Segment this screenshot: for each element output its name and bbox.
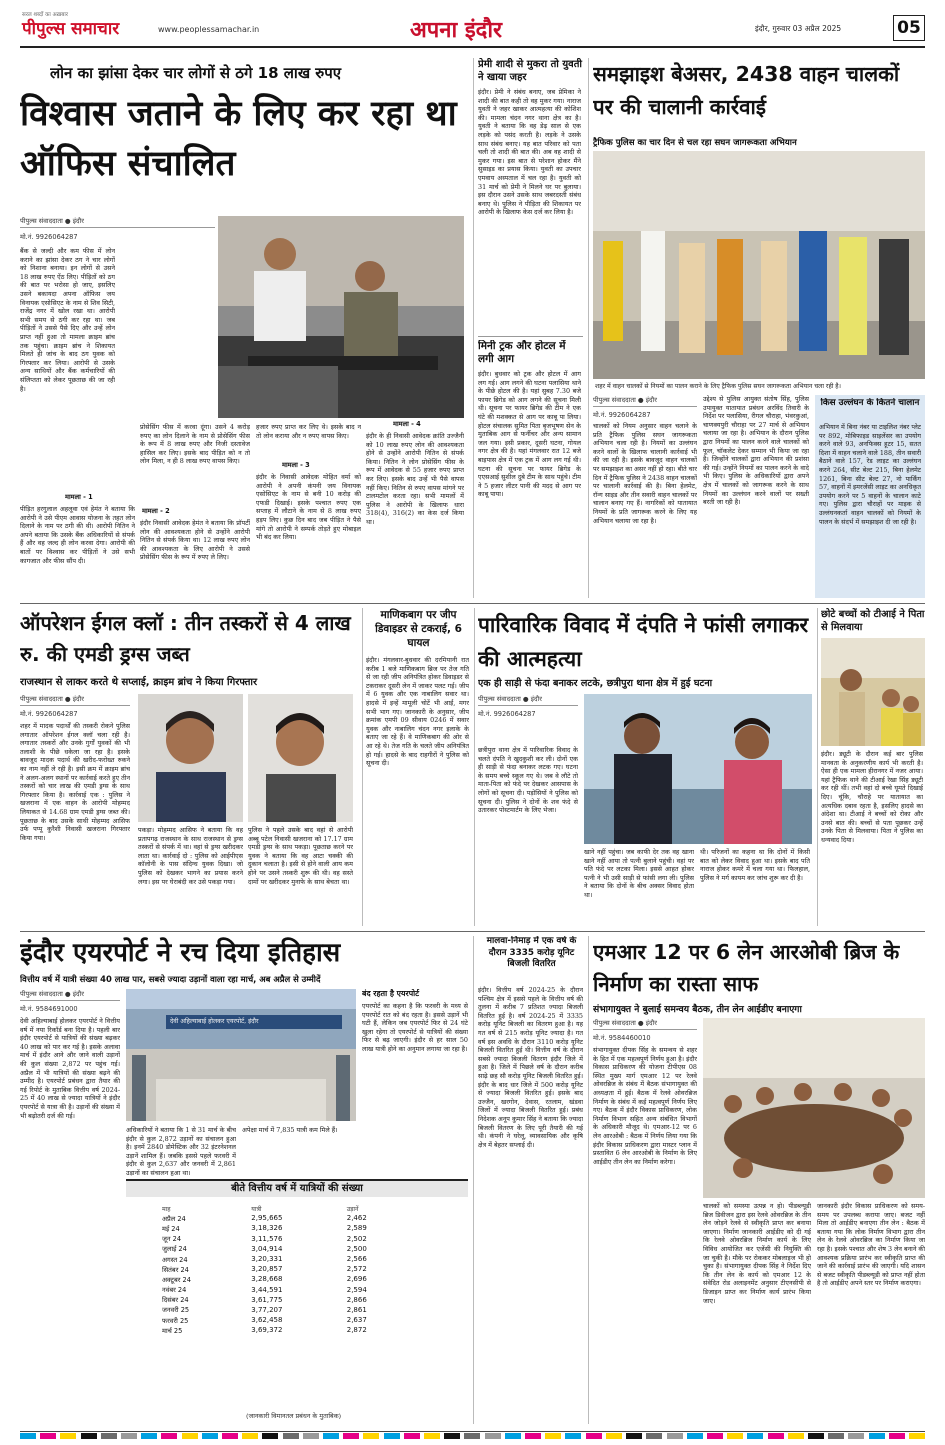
ti-photo: [821, 638, 925, 746]
table-header-month: माह: [162, 1205, 171, 1213]
story-body: इंदौर। बुधवार को ट्रक और होटल में आग लग गई। आग लगने की घटना पलासिया थाने के पीछे होटल की है। यहां सुबह 7.30 बजे फायर ब्रिगेड को आग लगने की सूचना मिली थी। सूचना पर फायर ब्रिगेड की टीम ने एक घंटे की मशक्कत से आग पर काबू पा लिया। होटल संचालक सुमित पिता बृजभूषण सेन के मुताबिक आग से फर्नीचर और अन्य सामान जल गया। इसी प्रकार, दूसरी घटना, गोयल नगर क्षेत्र की है। यहां मंगलवार रात 12 बजे बाइपास क्षेत्र में एक ट्रक में आग लग गई थी। घटना की सूचना पर फायर ब्रिगेड के एएसआई सुशील दुबे टीम के साथ पहुंचे। टीम ने 5 हजार लीटर पानी की मदद से आग पर काबू पाया।: [478, 370, 581, 499]
table-cell-month: अप्रैल 24: [162, 1214, 186, 1223]
story4-col1: चालकों को नियम अनुसार वाहन चलाने के प्रति ट्रैफिक पुलिस सघन जागरूकता अभियान चला रही है। नियमों का उल्लंघन करने वालों के खिलाफ चालानी कार्रवाई भी की जा रही है। इसके बावजूद वाहन चालकों पर समझाइश का असर नहीं हो रहा। बीते चार दिन में ट्रैफिक पुलिस ने 2438 वाहन चालकों पर चालानी कार्रवाई की है। बिना हेलमेट, रॉन्ग साइड और तीन सवारी वाहन चालकों पर चालान बनाए गए हैं। नागरिकों को यातायात नियमों के प्रति जागरूक करने के लिए यह अभियान चलाया जा रहा है।: [593, 422, 697, 525]
story-headline: एमआर 12 पर 6 लेन आरओबी ब्रिज के निर्माण का रास्ता साफ: [593, 940, 900, 996]
table-row: [160, 1295, 410, 1305]
story-loan-fraud: [20, 55, 470, 600]
color-chip: [768, 1433, 784, 1439]
mobile-number: मो.नं. 9584691000: [20, 1005, 78, 1013]
table-row: [160, 1285, 410, 1295]
table-title: बीते वित्तीय वर्ष में यात्रियों की संख्या: [231, 1183, 363, 1194]
color-chip: [808, 1433, 824, 1439]
color-chip: [303, 1433, 319, 1439]
masthead-rule: [20, 46, 925, 48]
color-chip: [727, 1433, 743, 1439]
table-cell-flights: 2,594: [346, 1285, 367, 1294]
story7-col1: छत्रीपुरा थाना क्षेत्र में पारिवारिक विवाद के चलते दंपति ने खुदकुशी कर ली। दोनों एक ही साड़ी से फंदा बनाकर लटक गए। घटना के समय बच्चे स्कूल गए थे। जब वे लौटे तो माता-पिता को फंदे पर देखकर आसपास के लोगों को सूचना दी। पड़ोसियों ने पुलिस को सूचना दी। पुलिस ने दोनों के शव फंदे से उतारकर पोस्टमार्टम के लिए भेजा।: [478, 746, 578, 815]
color-chip: [161, 1433, 177, 1439]
masthead: [0, 0, 945, 48]
color-chip: [687, 1433, 703, 1439]
table-row: [160, 1305, 410, 1315]
table-cell-month: जनवरी 25: [162, 1306, 190, 1315]
color-chip: [606, 1433, 622, 1439]
column-rule: [362, 608, 363, 926]
story11-col2: चालकों को समस्या उत्पन्न न हो। पीडब्ल्यूडी ब्रिज डिवीजन द्वारा इस रेलवे ओवरब्रिज के तीन लेन जोड़ने रेलवे से स्वीकृति प्राप्त कर बनाया जाएगा। निर्माण जानकारी आईडीए को दी गई कि रेलवे ओवरब्रिज निर्माण कार्य के लिए विविध आयोजित कर एजेंसी की नियुक्ति की जा चुकी है। मौके पर रोककर मोबलाइज भी हो चुका है। संभागायुक्त दीपक सिंह ने निर्देश दिए कि तीन लेन के कार्य को एमआर 12 के संवेदित रोड अलाइनमेंट अनुसार टीएनसीपी से डिजाइन प्राप्त कर निर्माण कार्य प्रारंभ किया जाए।: [703, 1202, 811, 1305]
table-cell-flights: 2,462: [346, 1214, 367, 1223]
byline: पीपुल्स संवाददाता ● इंदौर: [478, 695, 542, 703]
story-headline: मालवा-निमाड़ में एक वर्ष के दौरान 3335 करोड़ यूनिट बिजली वितरित: [486, 936, 577, 969]
story-deck: संभागायुक्त ने बुलाई समन्वय बैठक, तीन लेन आईडीए बनाएगा: [593, 1004, 802, 1015]
byline: पीपुल्स संवाददाता ● इंदौर: [20, 217, 84, 225]
table-row: [160, 1254, 410, 1264]
brand-tagline: सरल शब्दों का अख़बार: [22, 12, 69, 18]
byline: पीपुल्स संवाददाता ● इंदौर: [593, 1019, 657, 1027]
story-rule: [478, 336, 583, 337]
story-body: इंदौर। मंगलवार-बुधवार की दरमियानी रात करीब 1 बजे माणिकबाग ब्रिज पर तेज गति से जा रही जीप अनियंत्रित होकर डिवाइडर से टकराकर दूसरी लेन में जाकर पलट गई। जीप में 6 युवक और एक नाबालिग सवार था। हादसे में इन्हें मामूली चोटें भी आईं, मगर सभी भाग गए। जानकारी के अनुसार, जीप क्रमांक एमपी 09 सीवाय 0246 में सवार युवक और नाबालिग चंदन नगर इलाके के बताए जा रहे हैं। वे माणिकबाग की ओर से आ रहे थे। तेज गति के चलते जीप अनियंत्रित हो गई। हादसे के बाद राहगीरों ने पुलिस को सूचना दी।: [366, 656, 469, 768]
color-chip: [788, 1433, 804, 1439]
table-header-passengers: यात्री: [251, 1205, 262, 1213]
story-deck: राजस्थान से लाकर करते थे सप्लाई, क्राइम ब्रांच ने किया गिरफ्तार: [20, 677, 258, 688]
byline-rule: [20, 705, 130, 706]
table-cell-flights: 2,566: [346, 1255, 367, 1264]
byline-rule: [593, 406, 697, 407]
color-chip: [424, 1433, 440, 1439]
color-chip: [848, 1433, 864, 1439]
table-cell-passengers: 3,04,914: [251, 1244, 283, 1253]
color-chip: [141, 1433, 157, 1439]
column-rule: [474, 608, 475, 926]
table-cell-flights: 2,861: [346, 1305, 367, 1314]
color-chip: [60, 1433, 76, 1439]
table-row: [160, 1274, 410, 1284]
table-cell-passengers: 3,11,576: [251, 1234, 283, 1243]
table-cell-month: सितंबर 24: [162, 1265, 189, 1274]
passenger-table-wrap: [160, 1203, 410, 1335]
table-cell-month: नवंबर 24: [162, 1286, 187, 1295]
story11-col3: जानकारी इंदौर विकास प्राधिकरण को समय-समय पर उपलब्ध कराया जाए। बजट नहीं मिला तो आईडीए बनाएगा तीन लेन : बैठक में बताया गया कि लोक निर्माण विभाग द्वारा तीन लेन के रेलवे ओवरब्रिज का निर्माण किया जा रहा है। इसके पश्चात और शेष 3 लेन बनाने की आवश्यक प्रक्रिया प्रारंभ कर स्वीकृति प्राप्त की जाने की कार्रवाई प्रारंभ की जाएगी। यदि शासन से बजट स्वीकृति पीडब्ल्यूडी को प्राप्त नहीं होता है तो आईडीए अपने स्तर पर निर्माण कराएगा।: [817, 1202, 925, 1288]
color-chip: [565, 1433, 581, 1439]
brand-logo: [22, 10, 154, 40]
table-source: (जानकारी विमानतल प्रबंधन के मुताबिक): [246, 1412, 342, 1420]
story-ti-children: [821, 608, 925, 928]
color-chip: [182, 1433, 198, 1439]
story-kicker: लोन का झांसा देकर चार लोगों से ठगे 18 लाख रुपए: [50, 64, 342, 82]
color-chip: [40, 1433, 56, 1439]
color-chip: [81, 1433, 97, 1439]
mobile-number: मो.नं. 9926064287: [593, 411, 651, 419]
meeting-photo: [703, 1018, 925, 1198]
table-cell-month: दिसंबर 24: [162, 1296, 189, 1305]
table-header-flights: उड़ानें: [346, 1205, 359, 1213]
case-1-title: मामला - 1: [65, 493, 93, 501]
table-cell-passengers: 3,62,458: [251, 1316, 283, 1325]
table-cell-month: मई 24: [162, 1224, 180, 1233]
table-cell-passengers: 2,95,665: [251, 1214, 283, 1223]
couple-photo: [584, 694, 812, 844]
photo-caption: शहर में वाहन चालकों से नियमों का पालन कराने के लिए ट्रैफिक पुलिस सघन जागरूकता अभियान चला रही है।: [595, 383, 841, 390]
accused-photo-2: [248, 694, 353, 822]
case-2-title: मामला - 2: [142, 507, 170, 515]
table-cell-flights: 2,696: [346, 1275, 367, 1284]
table-cell-passengers: 3,18,326: [251, 1224, 283, 1233]
column-rule: [473, 58, 474, 598]
color-chip: [707, 1433, 723, 1439]
table-cell-passengers: 3,28,668: [251, 1275, 283, 1284]
color-chip: [545, 1433, 561, 1439]
table-title-bar: [126, 1179, 468, 1197]
byline-rule: [478, 705, 578, 706]
byline-rule: [20, 1000, 120, 1001]
story1-col2: प्रोसेसिंग फीस में करवा दूंगा। उसने 4 करोड़ रुपए का लोन दिलाने के नाम से प्रोसेसिंग फीस के रूप में 8 लाख रुपए और निजी दस्तावेज हासिल कर लिए। इसके बाद पीड़ित को न तो लोन मिला, न ही 8 लाख रुपए वापस किए।: [140, 423, 250, 466]
color-chip: [363, 1433, 379, 1439]
print-color-bar: [20, 1431, 925, 1439]
table-row: [160, 1213, 410, 1223]
color-chip: [869, 1433, 885, 1439]
color-chip: [121, 1433, 137, 1439]
table-cell-month: जुलाई 24: [162, 1245, 187, 1254]
airport-sign-text: देवी अहिल्याबाई होलकर एयरपोर्ट, इंदौर: [170, 1018, 259, 1025]
color-chip: [889, 1433, 905, 1439]
story-headline: छोटे बच्चों को टीआई ने पिता से मिलवाया: [821, 609, 925, 633]
story-rob-bridge: [593, 936, 925, 1426]
story11-col1: संभागायुक्त दीपक सिंह के समन्वय से शहर के हित में एक महत्वपूर्ण निर्णय हुआ है। इंदौर विकास प्राधिकरण की योजना टीपीएस 08 स्थित मुख्य मार्ग एमआर 12 पर रेलवे ओवरब्रिज के संबंध में बैठक संभागायुक्त की अध्यक्षता में हुई। बैठक में रेलवे ओवरब्रिज निर्माण के संबंध में कई महत्वपूर्ण निर्णय लिए गए। बैठक में इंदौर विकास प्राधिकरण, लोक निर्माण विभाग सहित अन्य संबंधित विभागों के अधिकारी मौजूद थे। एमआर-12 पर 6 लेन आरओबी : बैठक में निर्णय लिया गया कि इंदौर विकास प्राधिकरण द्वारा मास्टर प्लान में प्रस्तावित 6 लेन आरओबी के निर्माण के लिए आईडीए तीन लेन का निर्माण करेगा।: [593, 1046, 697, 1166]
color-chip: [646, 1433, 662, 1439]
story-body: इंदौर। वित्तीय वर्ष 2024-25 के दौरान पश्चिम क्षेत्र में इससे पहले के वित्तीय वर्ष की तुलना में करीब 7 प्रतिशत ज्यादा बिजली वितरित हुई है। वर्ष 2024-25 में 3335 करोड़ यूनिट बिजली का वितरण हुआ है। यह गत वर्ष से 215 करोड़ यूनिट ज्यादा है। गत वर्ष इस अवधि के दौरान 3110 करोड़ यूनिट बिजली वितरित हुई थी। वित्तीय वर्ष के दौरान सबसे ज्यादा बिजली वितरण इंदौर जिले में हुआ है। जिले में पिछले वर्ष के दौरान करीब साढ़े छह सौ करोड़ यूनिट बिजली वितरित हुई। इंदौर के बाद धार जिले में 500 करोड़ यूनिट से ज्यादा बिजली वितरित हुई। इसके बाद उज्जैन, खरगोन, देवास, रतलाम, खंडवा जिलों में ज्यादा बिजली वितरित हुई। प्रबंध निदेशक अनूप कुमार सिंह ने बताया कि ज्यादा बिजली वितरण के लिए पूरी तैयारी की गई थी। कंपनी ने घरेलू, व्यावसायिक और कृषि क्षेत्र में बेहतर सप्लाई दी।: [478, 986, 583, 1149]
table-row: [160, 1223, 410, 1233]
story-power-supply: [478, 936, 585, 1426]
story-deck: ट्रैफिक पुलिस का चार दिन से चल रहा सघन जागरूकता अभियान: [593, 138, 797, 148]
story7-col2: खाने नहीं पहुंचा। जब काफी देर तक वह खाना खाने नहीं आया तो पत्नी बुलाने पहुंची। वहां पर पति फंदे पर लटका मिला। इससे आहत होकर पत्नी ने भी उसी साड़ी से फांसी लगा ली। पुलिस ने बताया कि दोनों के बीच अक्सर विवाद होता था।: [584, 848, 694, 899]
page-number: [893, 15, 925, 41]
color-chip: [667, 1433, 683, 1439]
story-deck: एक ही साड़ी से फंदा बनाकर लटके, छत्रीपुरा थाना क्षेत्र में हुई घटना: [478, 678, 713, 689]
case-3-title: मामला - 3: [282, 461, 310, 469]
story-drug-bust: [20, 608, 360, 928]
table-cell-month: अगस्त 24: [162, 1255, 188, 1264]
story-deck: वित्तीय वर्ष में यात्री संख्या 40 लाख पार, सबसे ज्यादा उड़ानों वाला रहा मार्च, अब अप्रैल से उम्मीदें: [20, 974, 321, 984]
column-rule: [817, 608, 818, 926]
story-headline: प्रेमी शादी से मुकरा तो युवती ने खाया जहर: [478, 59, 582, 83]
side-box-title: बंद रहता है एयरपोर्ट: [362, 989, 420, 998]
page-number-text: 05: [897, 18, 921, 38]
side-box: [362, 989, 470, 1164]
color-chip: [384, 1433, 400, 1439]
table-cell-passengers: 3,44,591: [251, 1285, 283, 1294]
story-truck-fire: [478, 340, 583, 598]
table-cell-month: जून 24: [162, 1235, 182, 1244]
color-chip: [20, 1433, 36, 1439]
column-rule: [473, 936, 474, 1424]
story5-col3: पुलिस ने पहले उसके बाद वहां से आरोपी अब्बू पटेल निवासी खजराना को 17.17 ग्राम एमडी ड्रग्स के साथ पकड़ा। पूछताछ करने पर युवक ने बताया कि वह आटा चक्की की दुकान चलाता है। इसी से होने वाली आय कम होने पर उसने तस्करी शुरू की थी। वह सस्ते दामों पर खरीदकर मुनाफे के साथ बेचता था।: [248, 826, 353, 886]
press-meet-photo: [218, 216, 464, 418]
color-chip: [626, 1433, 642, 1439]
color-chip: [828, 1433, 844, 1439]
section-rule: [20, 603, 925, 604]
table-cell-flights: 2,866: [346, 1295, 367, 1304]
dateline: इंदौर, गुरुवार 03 अप्रैल 2025: [755, 24, 842, 33]
table-cell-flights: 2,500: [346, 1244, 367, 1253]
case-4-text: इंदौर के ही निवासी आवेदक क्रांति उज्जैनी को 10 लाख रुपए लोन की आवश्यकता होने से उन्होंने आरोपी नितिन से संपर्क किया। नितिन ने लोन प्रोसेसिंग फीस के रूप में आवेदक से 55 हजार रुपए प्राप्त कर लिए। इसके बाद उन्हें भी पैसे वापस नहीं किए। नितिन से रुपए वापस मांगने पर टालमटोल करता रहा। सभी मामलों में पुलिस ने आरोपी के खिलाफ धारा 318(4), 316(2) का केस दर्ज किया था।: [366, 432, 464, 526]
story-headline: ऑपरेशन ईगल क्लॉ : तीन तस्करों से 4 लाख रु. की एमडी ड्रग्स जब्त: [20, 611, 351, 666]
table-row: [160, 1325, 410, 1335]
table-cell-passengers: 3,69,372: [251, 1326, 283, 1335]
table-cell-flights: 2,502: [346, 1234, 367, 1243]
mobile-number: मो.नं. 9926064287: [20, 233, 78, 241]
story-body: इंदौर। ड्यूटी के दौरान कई बार पुलिस मानवता के अनुकरणीय कार्य भी करती है। ऐसा ही एक मामला हीरानगर में नजर आया। यहां ट्रैफिक थाने की टीआई रेखा सिंह ड्यूटी कर रही थीं। तभी वहां दो बच्चे घूमते दिखाई दिए। चूंकि, चौराहे पर यातायात का अत्यधिक दबाव रहता है, इसलिए हादसे का अंदेशा था। टीआई ने बच्चों को रोका और उनसे बात की। बच्चों से पता पूछकर उन्हें उनके पिता से मिलवाया। पिता ने पुलिस का धन्यवाद दिया।: [821, 750, 923, 844]
story5-col1: शहर में मादक पदार्थों की तस्करी रोकने पुलिस लगातार ऑपरेशन ईगल क्लॉ चला रही है। लगातार तस्करों और उनके गुर्गों युवकों की भी तलाशी के पीछे धकेला जा रहा है। इसके बावजूद मादक पदार्थ की खरीद-फरोख्त रुकने का नाम नहीं ले रही है। इसी क्रम में क्राइम ब्रांच ने अलग-अलग स्थानों पर कार्रवाई करते हुए तीन तस्करों को चार लाख की एमडी ड्रग्स के साथ गिरफ्तार किया है। कार्रवाई एक : पुलिस ने खजराना में एक वाहन के आरोपी मोहम्मद लियाकत से 14.68 ग्राम एमडी ड्रग्स जब्त की। पूछताछ के बाद उसके साथी मोहम्मद आसिफ उर्फ पप्पू कुरैशी निवासी खजराना गिरफ्तार किया गया।: [20, 722, 130, 842]
table-cell-passengers: 3,20,331: [251, 1255, 283, 1264]
story-headline: विश्वास जताने के लिए कर रहा था ऑफिस संचालित: [20, 94, 457, 184]
airport-photo: [126, 989, 356, 1121]
case-4-title: मामला - 4: [393, 420, 421, 428]
column-rule: [588, 58, 589, 598]
table-cell-month: अक्टूबर 24: [162, 1275, 191, 1284]
brand-name: पीपुल्स समाचार: [22, 19, 120, 39]
table-cell-passengers: 3,61,775: [251, 1295, 283, 1304]
story-body: इंदौर। प्रेमी ने संबंध बनाए, जब प्रेमिका ने शादी की बात कही तो वह मुकर गया। नाराज युवती ने जहर खाकर आत्महत्या की कोशिश की। मामला चंदन नगर थाना क्षेत्र का है। युवती ने बताया कि वह डेढ़ साल से एक लड़के को पसंद करती है। लड़के ने उसके साथ संबंध बनाए। यह बात परिवार को पता चली तो शादी की बात की। अब वह शादी से मुकर गया। इस बात से परेशान होकर मैंने सुसाइड का प्रयास किया। युवती का उपचार एमवाय अस्पताल में चल रहा है। युवती को 31 मार्च को प्रेमी ने मिलने घर पर बुलाया। इस दौरान उसने उसके साथ जबरदस्ती संबंध बनाए थे। पुलिस ने पीड़िता की शिकायत पर आरोपी के खिलाफ केस दर्ज कर लिया है।: [478, 88, 581, 217]
color-chip: [444, 1433, 460, 1439]
story7-col3: थी। परिजनों का कहना था कि दोनों में किसी बात को लेकर विवाद हुआ था। इसके बाद पति नाराज होकर कमरे में चला गया था। फिलहाल, पुलिस ने मर्ग कायम कर जांच शुरू कर दी है।: [700, 848, 810, 882]
story9-photo-col: अधिकारियों ने बताया कि 1 से 31 मार्च के बीच इंदौर से कुल 2,872 उड़ानों का संचालन हुआ है। इनमें 2840 डोमेस्टिक और 32 इंटरनेशनल उड़ानें शामिल हैं। जबकि इससे पहले फरवरी में इंदौर से कुल 2,637 और जनवरी में 2,861 उड़ानों का संचालन हुआ था।: [126, 1126, 236, 1176]
table-cell-flights: 2,872: [346, 1326, 367, 1335]
story5-col2: पकड़ा। मोहम्मद आसिफ ने बताया कि वह प्रतापगढ़ राजस्थान के साथ राजस्थान से ड्रग्स तस्करों से संपर्क में था। वहां से ड्रग्स खरीदकर लाता था। कार्रवाई दो : पुलिस को आईपीएस कॉलोनी के पास संदिग्ध युवक दिखा। जो पुलिस को देखकर भागने का प्रयास करने लगा। इस पर घेराबंदी कर उसे पकड़ा गया।: [138, 826, 243, 886]
color-chip: [242, 1433, 258, 1439]
story-couple-suicide: [478, 608, 813, 928]
color-chip: [202, 1433, 218, 1439]
section-rule: [20, 931, 925, 932]
byline: पीपुल्स संवाददाता ● इंदौर: [593, 396, 657, 404]
table-cell-flights: 2,572: [346, 1265, 367, 1274]
case-1-text: पीड़ित हरगुलाल अहलूवा एवं हेमंत ने बताया कि आरोपी ने उसे पीएम आवास योजना के तहत लोन दिलाने के नाम पर ठगी की थी। आरोपी नितिन ने अपने बताया कि उसके बैंक अधिकारियों से संपर्क हैं और वह जल्द ही लोन करवा देगा। आरोपी की बातों पर विश्वास कर पीड़ितों ने उसे सभी कागजात और फीस सौंप दी।: [20, 505, 135, 565]
side-box-text: एयरपोर्ट का कहना है कि फरवरी के मध्य से एयरपोर्ट रात को बंद रहता है। इससे उड़ानें भी घटी हैं, लेकिन जब एयरपोर्ट फिर से 24 घंटे खुला रहेगा तो एयरपोर्ट से यात्रियों की संख्या फिर से बढ़ जाएगी। इंदौर से हर साल 50 लाख यात्री होने का अनुमान लगाया जा रहा है।: [362, 1002, 468, 1053]
table-cell-month: मार्च 25: [162, 1326, 183, 1335]
mobile-number: मो.नं. 9926064287: [478, 710, 536, 718]
story-headline: पारिवारिक विवाद में दंपति ने फांसी लगाकर की आत्महत्या: [478, 613, 809, 671]
table-cell-passengers: 3,20,857: [251, 1265, 283, 1274]
color-chip: [505, 1433, 521, 1439]
column-rule: [588, 936, 589, 1424]
color-chip: [262, 1433, 278, 1439]
color-chips: [20, 1432, 925, 1439]
color-chip: [464, 1433, 480, 1439]
traffic-police-photo: [593, 151, 925, 379]
color-chip: [404, 1433, 420, 1439]
story1-col3a: हजार रुपए प्राप्त कर लिए थे। इसके बाद न तो लोन कराया और न रुपए वापस किए।: [256, 423, 361, 440]
passenger-table: [160, 1203, 410, 1335]
table-row: [160, 1315, 410, 1325]
box-text: अभियान में बिना नंबर या टाइलिश नंबर प्लेट पर 892, मोबिफाइड साइलेंसर का उपयोग करने वाले 93, अनफिक्स हूटर 15, सतत दिशा में वाहन चलाने वाले 188, तीन सवारी बैठाने वाले 157, रेड लाइट का उल्लंघन करने 264, सीट बेल्ट 215, बिना हेलमेट 1261, बिना सीट बेल्ट 27, नो पार्किंग 57, वाहनों में इमरजेंसी लाइट का अनधिकृत उपयोग करने पर 5 वाहनों के चालान काटे गए। पुलिस द्वारा चौराहों पर माइक से उल्लंघनकर्ता वाहन चालकों को नियमों के पालन के संदर्भ में समझाइश दी जा रही है।: [819, 423, 921, 526]
table-cell-flights: 2,637: [346, 1316, 367, 1325]
story-headline: मिनी ट्रक और होटल में लगी आग: [478, 340, 566, 365]
color-chip: [525, 1433, 541, 1439]
table-cell-passengers: 3,77,207: [251, 1305, 283, 1314]
color-chip: [283, 1433, 299, 1439]
table-cell-month: फरवरी 25: [162, 1316, 189, 1325]
story-traffic-drive: [593, 58, 925, 598]
site-url: www.peoplessamachar.in: [158, 25, 260, 34]
violation-box: [815, 395, 925, 598]
box-title: किस उल्लंघन के कितने चालान: [820, 398, 920, 408]
byline-rule: [593, 1029, 697, 1030]
color-chip: [909, 1433, 925, 1439]
story9-col-mid-a: अपेक्षा मार्च में 7,835 यात्री कम मिले हैं।: [242, 1126, 338, 1134]
story4-col2: उद्देश्य से पुलिस आयुक्त संतोष सिंह, पुलिस उपायुक्त यातायात प्रबंधन अरविंद तिवारी के निर्देश पर पलासिया, रीगल चौराहा, भंवरकुआं, चाणक्यपुरी चौराहा पर 27 मार्च से अभियान चलाया जा रहा है। अभियान के दौरान पुलिस द्वारा नियमों का पालन करने वाले चालकों को फूल, चॉकलेट देकर सम्मान भी किया जा रहा है। जिन्होंने चालकों द्वारा अभियान की प्रशंसा की गई। उन्होंने नियमों का पालन करने के वादे भी किए। पुलिस के अधिकारियों द्वारा अपने क्षेत्र में चालकों को जागरूक करने के साथ नियमों का उल्लंघन करने वालों पर सख्ती बरती जा रही है।: [703, 395, 809, 507]
color-chip: [222, 1433, 238, 1439]
story9-col1: देवी अहिल्याबाई होलकर एयरपोर्ट ने वित्तीय वर्ष में नया रिकॉर्ड बना दिया है। पहली बार इंदौर एयरपोर्ट से यात्रियों की संख्या बढ़कर 40 लाख को पार कर गई है। इसके अलावा मार्च में इंदौर आने और जाने वाली उड़ानों की कुल संख्या 2,872 पर पहुंच गई। अप्रैल में भी यात्रियों की संख्या बढ़ने की उम्मीद है। एयरपोर्ट प्रबंधन द्वारा तैयार की गई रिपोर्ट के मुताबिक वित्तीय वर्ष 2024-25 में 40 लाख से ज्यादा यात्रियों ने इंदौर एयरपोर्ट से यात्रा की है। उड़ानों की संख्या में भी बढ़ोतरी दर्ज की गई।: [20, 1017, 120, 1120]
color-chip: [343, 1433, 359, 1439]
story-lover-poison: [478, 58, 583, 338]
byline-rule: [20, 227, 215, 228]
section-title: अपना इंदौर: [410, 18, 503, 43]
story-jeep-accident: [366, 608, 471, 928]
mobile-number: मो.नं. 9584460010: [593, 1034, 651, 1042]
table-cell-flights: 2,589: [346, 1224, 367, 1233]
byline: पीपुल्स संवाददाता ● इंदौर: [20, 695, 84, 703]
color-chip: [747, 1433, 763, 1439]
story-headline: इंदौर एयरपोर्ट ने रच दिया इतिहास: [20, 938, 341, 968]
story-headline: माणिकबाग पर जीप डिवाइडर से टकराई, 6 घायल: [375, 609, 462, 649]
table-row: [160, 1244, 410, 1254]
case-3-text: इंदौर के निवासी आवेदक मोहित वर्मा को आरोपी ने अपनी कंपनी जय विनायक एसोसिएट के नाम से बनी 10 करोड़ की एफडी दिखाई। इसके पश्चात रुपए एक सप्ताह में लौटाने के नाम से 8 लाख रुपए हड़प लिए। कुछ दिन बाद जब पीड़ित ने पैसे मांगे तो आरोपी ने सम्पर्क तोड़ते हुए मोबाइल भी बंद कर लिया।: [256, 473, 361, 542]
color-chip: [485, 1433, 501, 1439]
story-intro: बैंक से जल्दी और कम फीस में लोन कराने का झांसा देकर ठग ने चार लोगों को निशाना बनाया। इन लोगों से उसने 18 लाख रुपए ऐंठ लिए। पीड़ितों को ठग की बात पर भरोसा हो जाए, इसलिए उसने बकायदा अपना ऑफिस जय विनायक एसोसिएट के नाम से शिव सिटी, राजेंद्र नगर में खोल रखा था। आरोपी सभी समय से ठगी कर रहा था। जब पीड़ितों ने उससे पैसे दिए और उन्हें लोन प्राप्त नहीं हुआ तो मामला क्राइम ब्रांच तक पहुंचा। क्राइम ब्रांच ने शिकायत मिलते ही जांच के बाद ठग युवक को गिरफ्तार कर लिया। आरोपी से उसके अन्य साथियों और बैंक कर्मचारियों की संलिप्तता को लेकर पूछताछ की जा रही है।: [20, 247, 115, 393]
story-headline: समझाइश बेअसर, 2438 वाहन चालकों पर की चालानी कार्रवाई: [593, 62, 900, 119]
color-chip: [101, 1433, 117, 1439]
table-row: [160, 1264, 410, 1274]
table-row: [160, 1234, 410, 1244]
byline: पीपुल्स संवाददाता ● इंदौर: [20, 990, 84, 998]
accused-photo-1: [138, 694, 243, 822]
color-chip: [586, 1433, 602, 1439]
color-chip: [323, 1433, 339, 1439]
mobile-number: मो.नं. 9926064287: [20, 710, 78, 718]
table-header-row: [160, 1203, 410, 1213]
case-2-text: इंदौर निवासी आवेदक हेमंत ने बताया कि प्रॉपर्टी लोन की आवश्यकता होने से उन्होंने आरोपी नितिन से संपर्क किया था। 12 लाख रुपए लोन की आवश्यकता के लिए आरोपी ने उससे प्रोसेसिंग फीस के रूप में रुपए ले लिए।: [140, 519, 250, 562]
passenger-table-box: [126, 1179, 468, 1424]
story-airport-record: [20, 936, 470, 1426]
